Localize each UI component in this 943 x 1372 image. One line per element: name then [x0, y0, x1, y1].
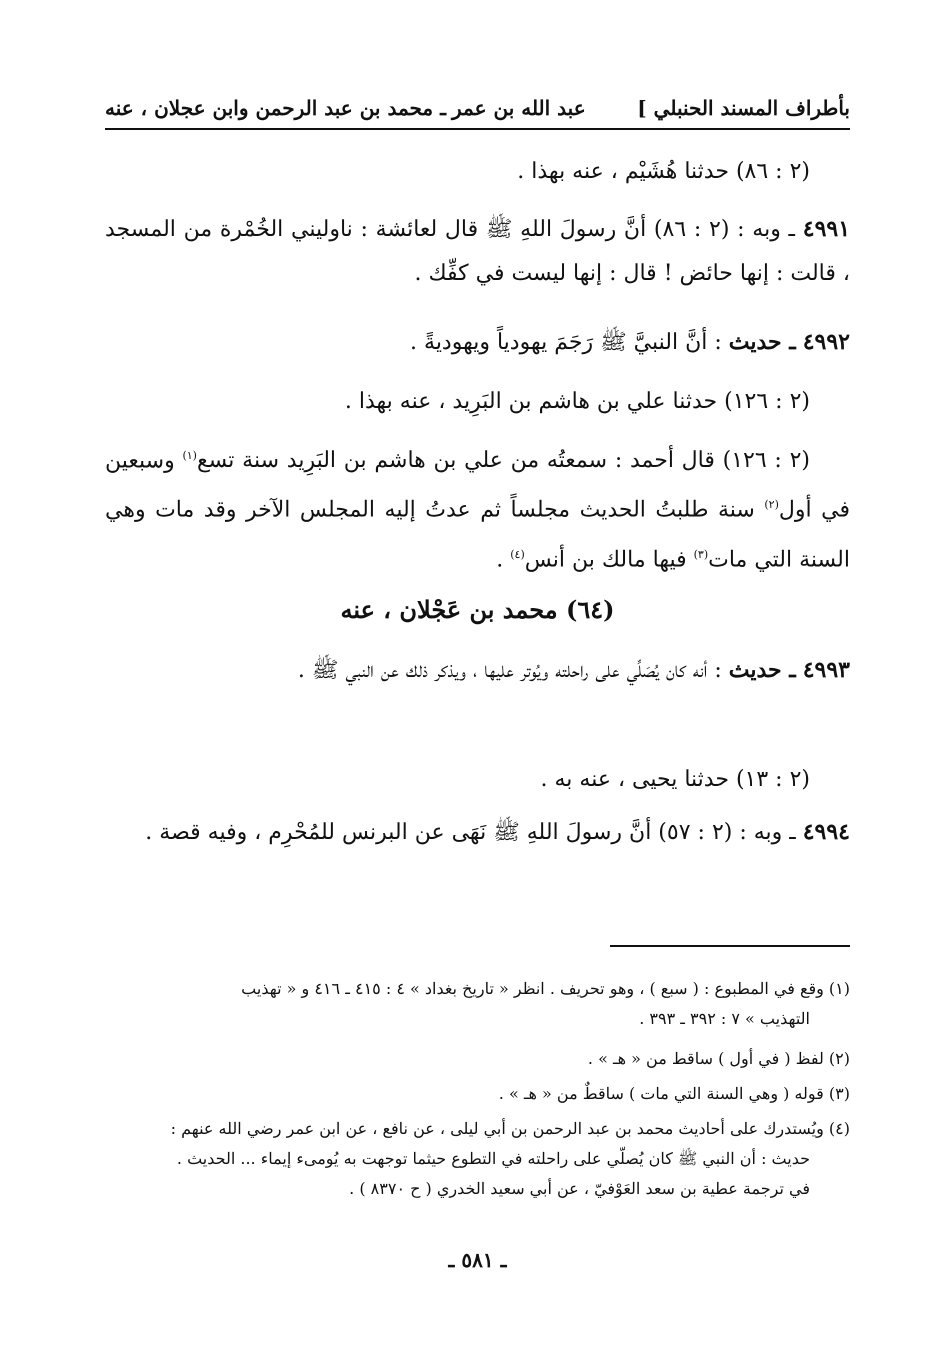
hadith-text: ـ وبه : (٢ : ٥٧) أنَّ رسولَ اللهِ ﷺ نَهَى عن البرنس للمُحْرِم ، وفيه قصة .: [145, 820, 796, 845]
chain-text: وسبعين في أول: [105, 448, 850, 523]
hadith-4993: [105, 648, 850, 693]
footnote-divider: [610, 945, 850, 947]
page: [105, 90, 851, 1272]
hadith-number: ٤٩٩٣: [802, 657, 850, 683]
chain-line-13: [65, 758, 850, 802]
hadith-4992: [105, 320, 850, 365]
hadith-label: ـ حديث: [728, 329, 796, 355]
hadith-number: ٤٩٩١: [802, 216, 851, 242]
footnote-mark: (١): [182, 449, 197, 462]
footnote-text: في ترجمة عطية بن سعد العَوْفيّ ، عن أبي سعيد الخدري ( ح ٨٣٧٠ ) .: [349, 1179, 810, 1198]
footnote-3: (٣) قوله ( وهي السنة التي مات ) ساقطٌ من « هـ » .: [498, 1084, 850, 1103]
hadith-4994: [105, 810, 850, 855]
chain-text: فيها مالك بن أنس: [524, 546, 687, 572]
chain-text: سنة طلبتُ الحديث مجلساً ثم عدتُ إليه المجلس الآخر وقد مات وهي السنة التي مات: [105, 497, 850, 572]
header-section: [105, 96, 586, 120]
footnote-text: التهذيب » ٧ : ٣٩٢ ـ ٣٩٣ .: [639, 1009, 810, 1028]
chain-text: (٢ : ١٣) حدثنا يحيى ، عنه به .: [540, 767, 810, 792]
chain-text: (٢ : ١٢٦) قال أحمد : سمعتُه من علي بن هاشم بن البَرِيد سنة تسع: [196, 448, 810, 474]
hadith-4991: [105, 207, 850, 296]
chapter-heading: (٦٤) محمد بن عَجْلان ، عنه: [340, 595, 615, 624]
hadith-text: : أنَّ النبيَّ ﷺ رَجَمَ يهودياً ويهوديةً .: [410, 330, 722, 355]
chain-line-126a: [65, 380, 850, 424]
footnote-text: (٤) ويُستدرك على أحاديث محمد بن عبد الرحمن بن أبي ليلى ، عن نافع ، عن ابن عمر رضي الله عنهم :: [170, 1119, 850, 1138]
chain-line-126b: [105, 434, 850, 582]
page-number: ـ ٥٨١ ـ: [448, 1248, 507, 1272]
chain-text: (٢ : ٨٦) حدثنا هُشَيْم ، عنه بهذا .: [517, 159, 810, 184]
running-header: [105, 90, 850, 130]
footnote-2: (٢) لفظ ( في أول ) ساقط من « هـ » .: [587, 1049, 850, 1068]
hadith-label: ـ حديث: [728, 657, 796, 683]
hadith-text: : أنه كان يُصَلِّي على راحلته ويُوتر عليها ، ويذكر ذلك عن النبي ﷺ .: [297, 658, 722, 683]
footnote-text: (١) وقع في المطبوع : ( سبع ) ، وهو تحريف . انظر « تاريخ بغداد » ٤ : ٤١٥ ـ ٤١٦ و « تهذيب: [241, 979, 850, 998]
chain-text: .: [496, 546, 504, 572]
footnote-1: [105, 974, 850, 1034]
header-book-title: بأطراف المسند الحنبلي ]: [637, 96, 850, 120]
chain-text: (٢ : ١٢٦) حدثنا علي بن هاشم بن البَرِيد ، عنه بهذا .: [344, 389, 810, 414]
hadith-number: ٤٩٩٤: [802, 819, 850, 845]
footnote-mark: (٤): [510, 547, 525, 561]
hadith-number: ٤٩٩٢: [802, 329, 850, 355]
footnote-mark: (٣): [693, 547, 709, 561]
chain-line-86: [65, 150, 850, 194]
hadith-text: ـ وبه : (٢ : ٨٦) أنَّ رسولَ اللهِ ﷺ قال لعائشة : ناوليني الخُمْرة من المسجد ، قالت : إنها حائض ! قال : إنها ليست في كفِّك .: [105, 217, 850, 286]
footnote-text: حديث : أن النبي ﷺ كان يُصلّي على راحلته في التطوع حيثما توجهت به يُومىء إيماء ... الحديث .: [176, 1149, 810, 1168]
footnote-4: [105, 1114, 850, 1204]
header-rest: ـ محمد بن عبد الرحمن وابن عجلان ، عنه: [105, 96, 446, 120]
footnote-mark: (٢): [764, 498, 779, 512]
header-name: عبد الله بن عمر: [451, 96, 586, 120]
